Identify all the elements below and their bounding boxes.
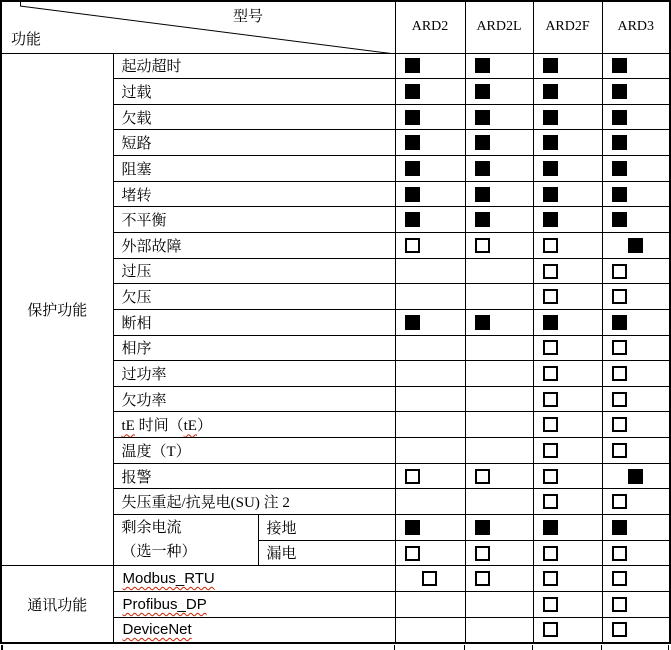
empty-checkbox-icon	[543, 238, 558, 253]
corner-label-function: 功能	[11, 32, 42, 48]
empty-checkbox-icon	[612, 443, 627, 458]
empty-checkbox-icon	[405, 469, 420, 484]
corner-label-model: 型号	[233, 9, 264, 25]
filled-square-icon	[612, 135, 627, 150]
grid-line	[532, 645, 533, 650]
next-row-top-sliver	[0, 645, 671, 650]
mark-cell	[395, 309, 465, 335]
empty-checkbox-icon	[405, 546, 420, 561]
empty-checkbox-icon	[543, 597, 558, 612]
feature-subname-cell: 接地	[258, 515, 395, 541]
mark-cell	[395, 104, 465, 130]
column-header-ard2f: ARD2F	[533, 1, 602, 53]
grid-line	[601, 645, 602, 650]
mark-cell	[533, 412, 602, 438]
feature-name-cell	[113, 489, 395, 515]
feature-name-text: 起动超时	[121, 59, 182, 76]
filled-square-icon	[543, 520, 558, 535]
feature-name-cell	[113, 156, 395, 182]
filled-square-icon	[543, 161, 558, 176]
mark-cell	[465, 104, 533, 130]
mark-cell	[602, 591, 670, 617]
mark-cell	[533, 540, 602, 566]
feature-name-text: 时间（	[134, 418, 184, 435]
mark-cell	[602, 309, 670, 335]
feature-name-cell	[113, 284, 395, 310]
empty-checkbox-icon	[612, 597, 627, 612]
spellcheck-underlined-text: tE	[121, 418, 135, 435]
mark-cell	[395, 284, 465, 310]
feature-name-cell	[113, 591, 395, 617]
mark-cell	[465, 438, 533, 464]
feature-name-text: 外部故障	[121, 238, 182, 255]
empty-checkbox-icon	[422, 571, 437, 586]
filled-square-icon	[405, 110, 420, 125]
filled-square-icon	[543, 315, 558, 330]
feature-name-text: 短路	[121, 136, 152, 153]
mark-cell	[395, 566, 465, 592]
header-row	[1, 1, 670, 53]
mark-cell	[602, 181, 670, 207]
mark-cell	[602, 361, 670, 387]
mark-cell	[395, 386, 465, 412]
feature-name-text: 过压	[121, 264, 152, 281]
empty-checkbox-icon	[612, 571, 627, 586]
filled-square-icon	[475, 58, 490, 73]
feature-name-text: ）	[196, 418, 212, 435]
feature-name-cell	[113, 463, 395, 489]
diagonal-divider-line	[2, 2, 395, 53]
empty-checkbox-icon	[612, 622, 627, 637]
feature-name-cell	[113, 130, 395, 156]
mark-cell	[465, 386, 533, 412]
column-header-ard2l: ARD2L	[465, 1, 533, 53]
empty-checkbox-icon	[543, 546, 558, 561]
feature-name-text: 过载	[121, 84, 152, 101]
filled-square-icon	[612, 520, 627, 535]
empty-checkbox-icon	[612, 289, 627, 304]
mark-cell	[602, 130, 670, 156]
mark-cell	[602, 566, 670, 592]
empty-checkbox-icon	[612, 340, 627, 355]
group-cell: 保护功能	[1, 53, 113, 566]
spellcheck-underlined-text: Profibus_DP	[122, 595, 207, 613]
mark-cell	[465, 361, 533, 387]
feature-name-line: （选一种）	[121, 544, 197, 561]
feature-name-cell	[113, 258, 395, 284]
table-row	[1, 566, 670, 592]
feature-name-cell	[113, 53, 395, 79]
mark-cell	[395, 438, 465, 464]
mark-cell	[533, 309, 602, 335]
empty-checkbox-icon	[543, 289, 558, 304]
mark-cell	[465, 181, 533, 207]
empty-checkbox-icon	[612, 546, 627, 561]
empty-checkbox-icon	[612, 366, 627, 381]
filled-square-icon	[543, 58, 558, 73]
filled-square-icon	[612, 84, 627, 99]
mark-cell	[533, 335, 602, 361]
mark-cell	[533, 156, 602, 182]
mark-cell	[465, 540, 533, 566]
mark-cell	[395, 540, 465, 566]
filled-square-icon	[475, 187, 490, 202]
mark-cell	[465, 463, 533, 489]
feature-name-text: 失压重起/抗晃电(SU) 注 2	[121, 495, 290, 512]
mark-cell	[533, 515, 602, 541]
mark-cell	[465, 591, 533, 617]
filled-square-icon	[405, 520, 420, 535]
filled-square-icon	[543, 135, 558, 150]
filled-square-icon	[475, 212, 490, 227]
feature-name-cell	[113, 617, 395, 643]
mark-cell	[602, 463, 670, 489]
mark-cell	[602, 232, 670, 258]
empty-checkbox-icon	[475, 571, 490, 586]
mark-cell	[533, 53, 602, 79]
mark-cell	[533, 489, 602, 515]
filled-square-icon	[475, 135, 490, 150]
mark-cell	[395, 258, 465, 284]
feature-name-line: 剩余电流	[121, 520, 182, 537]
mark-cell	[602, 617, 670, 643]
feature-name-text: 断相	[121, 315, 152, 332]
empty-checkbox-icon	[543, 264, 558, 279]
filled-square-icon	[405, 135, 420, 150]
mark-cell	[395, 130, 465, 156]
mark-cell	[395, 489, 465, 515]
mark-cell	[395, 515, 465, 541]
filled-square-icon	[612, 161, 627, 176]
empty-checkbox-icon	[612, 264, 627, 279]
grid-line	[394, 645, 395, 650]
mark-cell	[602, 489, 670, 515]
filled-square-icon	[475, 110, 490, 125]
filled-square-icon	[405, 187, 420, 202]
spellcheck-underlined-text: tE	[183, 418, 197, 435]
feature-subname-cell: 漏电	[258, 540, 395, 566]
feature-name-cell	[113, 335, 395, 361]
empty-checkbox-icon	[612, 417, 627, 432]
empty-checkbox-icon	[543, 417, 558, 432]
empty-checkbox-icon	[543, 571, 558, 586]
mark-cell	[533, 130, 602, 156]
filled-square-icon	[475, 520, 490, 535]
feature-name-cell	[113, 361, 395, 387]
mark-cell	[602, 79, 670, 105]
mark-cell	[533, 181, 602, 207]
mark-cell	[602, 540, 670, 566]
feature-name-text: 报警	[121, 469, 152, 486]
mark-cell	[533, 566, 602, 592]
mark-cell	[465, 130, 533, 156]
feature-name-text: 欠压	[121, 290, 152, 307]
empty-checkbox-icon	[475, 238, 490, 253]
feature-name-text: 不平衡	[121, 213, 167, 230]
feature-name-cell	[113, 309, 395, 335]
mark-cell	[395, 617, 465, 643]
feature-name-cell	[113, 104, 395, 130]
feature-name-text: 过功率	[121, 367, 167, 383]
mark-cell	[465, 156, 533, 182]
feature-name-cell	[113, 232, 395, 258]
grid-line	[1, 645, 3, 650]
mark-cell	[602, 258, 670, 284]
spellcheck-underlined-text: DeviceNet	[122, 621, 192, 639]
feature-name-text: 温度（T）	[121, 443, 191, 460]
filled-square-icon	[405, 84, 420, 99]
mark-cell	[602, 53, 670, 79]
column-header-ard2: ARD2	[395, 1, 465, 53]
mark-cell	[465, 284, 533, 310]
mark-cell	[465, 335, 533, 361]
feature-name-text: 阻塞	[121, 161, 152, 178]
mark-cell	[602, 156, 670, 182]
filled-square-icon	[405, 58, 420, 73]
empty-checkbox-icon	[543, 366, 558, 381]
filled-square-icon	[612, 187, 627, 202]
empty-checkbox-icon	[543, 443, 558, 458]
empty-checkbox-icon	[475, 469, 490, 484]
feature-name-text: 相序	[121, 341, 152, 358]
mark-cell	[602, 438, 670, 464]
mark-cell	[395, 591, 465, 617]
empty-checkbox-icon	[543, 494, 558, 509]
filled-square-icon	[475, 84, 490, 99]
mark-cell	[465, 309, 533, 335]
mark-cell	[465, 79, 533, 105]
mark-cell	[533, 463, 602, 489]
mark-cell	[395, 361, 465, 387]
filled-square-icon	[405, 212, 420, 227]
spellcheck-underlined-text: Modbus_RTU	[122, 570, 215, 588]
empty-checkbox-icon	[543, 340, 558, 355]
filled-square-icon	[405, 315, 420, 330]
feature-name-cell	[113, 386, 395, 412]
empty-checkbox-icon	[475, 546, 490, 561]
feature-name-cell	[113, 438, 395, 464]
mark-cell	[395, 207, 465, 233]
filled-square-icon	[612, 110, 627, 125]
mark-cell	[465, 515, 533, 541]
mark-cell	[533, 79, 602, 105]
table-row	[1, 53, 670, 79]
mark-cell	[395, 463, 465, 489]
feature-name-cell	[113, 207, 395, 233]
mark-cell	[465, 617, 533, 643]
mark-cell	[533, 104, 602, 130]
mark-cell	[602, 335, 670, 361]
mark-cell	[533, 617, 602, 643]
mark-cell	[395, 412, 465, 438]
grid-line	[668, 645, 669, 650]
mark-cell	[602, 515, 670, 541]
mark-cell	[602, 386, 670, 412]
empty-checkbox-icon	[405, 238, 420, 253]
empty-checkbox-icon	[543, 469, 558, 484]
mark-cell	[395, 181, 465, 207]
empty-checkbox-icon	[612, 392, 627, 407]
filled-square-icon	[628, 469, 643, 484]
mark-cell	[465, 412, 533, 438]
mark-cell	[395, 156, 465, 182]
mark-cell	[395, 79, 465, 105]
mark-cell	[465, 232, 533, 258]
empty-checkbox-icon	[543, 622, 558, 637]
feature-name-cell	[113, 181, 395, 207]
mark-cell	[602, 412, 670, 438]
mark-cell	[395, 335, 465, 361]
mark-cell	[465, 489, 533, 515]
filled-square-icon	[612, 212, 627, 227]
empty-checkbox-icon	[612, 494, 627, 509]
mark-cell	[395, 232, 465, 258]
mark-cell	[533, 361, 602, 387]
mark-cell	[533, 232, 602, 258]
feature-name-text: 堵转	[121, 187, 152, 204]
filled-square-icon	[475, 161, 490, 176]
header-corner-cell	[1, 1, 395, 53]
feature-name-text: 欠载	[121, 110, 152, 127]
feature-name-cell	[113, 79, 395, 105]
filled-square-icon	[543, 187, 558, 202]
mark-cell	[533, 386, 602, 412]
mark-cell	[465, 258, 533, 284]
filled-square-icon	[612, 58, 627, 73]
filled-square-icon	[543, 110, 558, 125]
mark-cell	[465, 566, 533, 592]
mark-cell	[533, 591, 602, 617]
feature-name-cell	[113, 566, 395, 592]
empty-checkbox-icon	[543, 392, 558, 407]
mark-cell	[395, 53, 465, 79]
filled-square-icon	[475, 315, 490, 330]
mark-cell	[602, 284, 670, 310]
filled-square-icon	[543, 212, 558, 227]
grid-line	[464, 645, 465, 650]
filled-square-icon	[405, 161, 420, 176]
mark-cell	[602, 207, 670, 233]
filled-square-icon	[628, 238, 643, 253]
mark-cell	[533, 258, 602, 284]
mark-cell	[533, 207, 602, 233]
mark-cell	[533, 284, 602, 310]
mark-cell	[602, 104, 670, 130]
filled-square-icon	[543, 84, 558, 99]
filled-square-icon	[612, 315, 627, 330]
mark-cell	[533, 438, 602, 464]
feature-name-cell	[113, 412, 395, 438]
column-header-ard3: ARD3	[602, 1, 670, 53]
feature-name-text: 欠功率	[121, 392, 167, 409]
feature-name-cell	[113, 515, 258, 566]
mark-cell	[465, 53, 533, 79]
mark-cell	[465, 207, 533, 233]
group-cell: 通讯功能	[1, 566, 113, 643]
